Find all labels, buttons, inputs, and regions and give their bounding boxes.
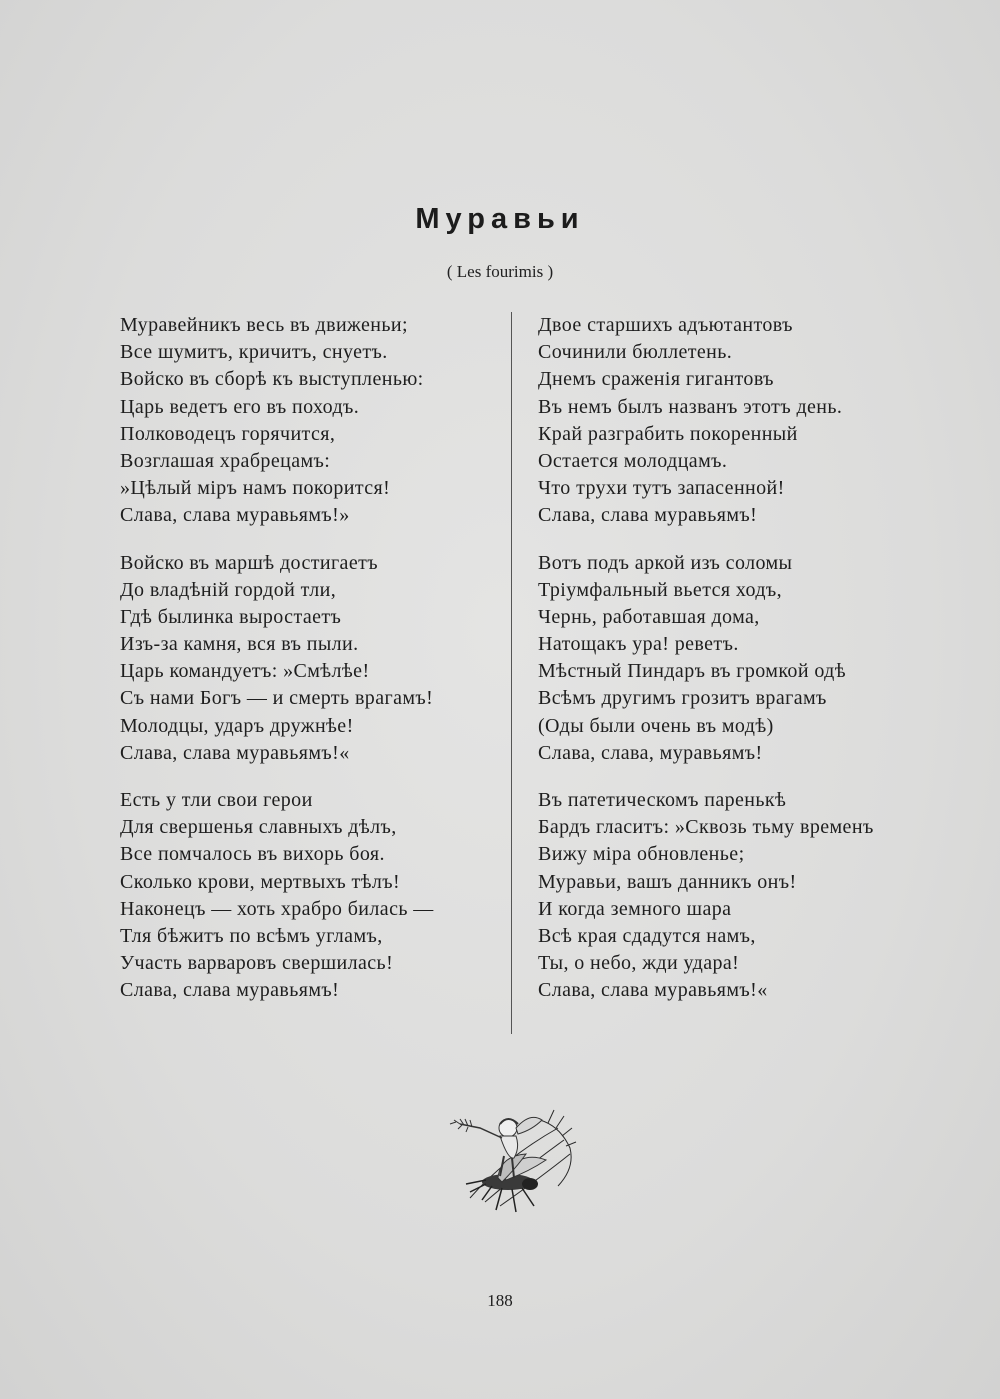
left-column	[120, 312, 520, 1025]
verse-line: Слава, слава муравьямъ!»	[120, 504, 350, 527]
verse-line: Молодцы, ударъ дружнѣе!	[120, 714, 354, 737]
verse-line: Наконецъ — хоть храбро билась —	[120, 897, 434, 920]
verse-line: Тля бѣжитъ по всѣмъ угламъ,	[120, 924, 383, 947]
verse-line: Войско въ маршѣ достигаетъ	[120, 551, 378, 574]
verse-line: И когда земного шара	[538, 897, 732, 920]
verse-line: Участь варваровъ свершилась!	[120, 952, 394, 975]
verse-line: Царь командуетъ: »Смѣлѣе!	[120, 660, 370, 683]
verse-line: Въ патетическомъ паренькѣ	[538, 789, 787, 811]
verse-line: Край разграбить покоренный	[538, 422, 798, 445]
verse-line: Въ немъ былъ названъ этотъ день.	[538, 395, 843, 418]
verse-line: Слава, слава муравьямъ!	[120, 979, 340, 1002]
verse-line: Все шумитъ, кричитъ, снуетъ.	[120, 341, 388, 364]
stanza	[120, 787, 520, 1005]
verse-line: Царь ведетъ его въ походъ.	[120, 395, 360, 418]
verse-line: Полководецъ горячится,	[120, 422, 336, 445]
verse-line: Ты, о небо, жди удара!	[538, 952, 740, 975]
verse-line: Изъ-за камня, вся въ пыли.	[120, 633, 359, 656]
verse-line: Гдѣ былинка выростаетъ	[120, 605, 342, 628]
verse-line: Сочинили бюллетень.	[538, 341, 733, 364]
verse-line: Сколько крови, мертвыхъ тѣлъ!	[120, 870, 401, 893]
verse-line: Днемъ сраженія гигантовъ	[538, 368, 774, 391]
verse-line: Двое старшихъ адъютантовъ	[538, 314, 793, 336]
verse-line: Чернь, работавшая дома,	[538, 605, 760, 628]
stanza	[538, 550, 938, 768]
verse-line: Вотъ подъ аркой изъ соломы	[538, 551, 793, 574]
poem-title: Муравьи	[415, 203, 585, 235]
cupid-riding-insect-icon	[430, 1098, 580, 1218]
stanza	[538, 312, 938, 530]
column-divider	[511, 312, 512, 1034]
verse-line: Бардъ гласитъ: »Сквозь тьму временъ	[538, 816, 874, 839]
verse-line: Войско въ сборѣ къ выступленью:	[120, 368, 424, 391]
verse-line: Остается молодцамъ.	[538, 449, 728, 472]
verse-line: Тріумфальный вьется ходъ,	[538, 578, 783, 601]
stanza	[538, 787, 938, 1005]
verse-line: До владѣній гордой тли,	[120, 578, 337, 601]
right-column	[538, 312, 938, 1025]
stanza	[120, 312, 520, 530]
poem-subtitle: ( Les fourimis )	[446, 262, 554, 281]
verse-line: Слава, слава муравьямъ!«	[120, 741, 350, 764]
verse-line: Возглашая храбрецамъ:	[120, 449, 331, 472]
verse-line: »Цѣлый міръ намъ покорится!	[120, 477, 391, 500]
verse-line: Слава, слава, муравьямъ!	[538, 741, 763, 764]
verse-line: Слава, слава муравьямъ!	[538, 504, 758, 527]
verse-line: Всѣмъ другимъ грозитъ врагамъ	[538, 687, 827, 710]
verse-line: Мѣстный Пиндаръ въ громкой одѣ	[538, 660, 846, 683]
verse-line: Всѣ края сдадутся намъ,	[538, 924, 756, 947]
stanza	[120, 550, 520, 768]
verse-line: Муравьи, вашъ данникъ онъ!	[538, 870, 797, 893]
verse-line: Что трухи тутъ запасенной!	[538, 477, 785, 500]
verse-line: Муравейникъ весь въ движеньи;	[120, 314, 408, 336]
page-number: 188	[487, 1291, 513, 1310]
verse-line: Вижу міра обновленье;	[538, 843, 745, 866]
verse-line: Для свершенья славныхъ дѣлъ,	[120, 816, 397, 839]
verse-line: Натощакъ ура! реветъ.	[538, 633, 739, 656]
verse-line: Есть у тли свои герои	[120, 789, 313, 811]
verse-line: Съ нами Богъ — и смерть врагамъ!	[120, 687, 434, 710]
verse-line: (Оды были очень въ модѣ)	[538, 714, 774, 737]
verse-line: Все помчалось въ вихорь боя.	[120, 843, 385, 866]
verse-line: Слава, слава муравьямъ!«	[538, 979, 768, 1002]
